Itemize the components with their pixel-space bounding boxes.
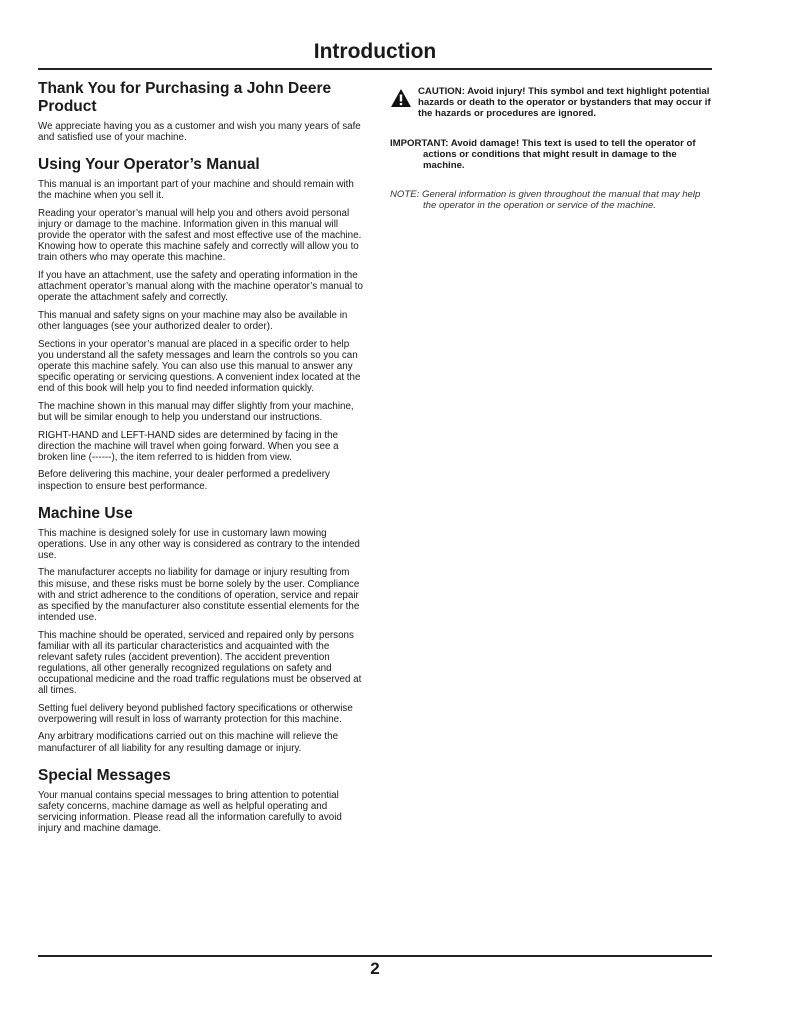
page-number: 2 (370, 959, 380, 978)
paragraph: This machine should be operated, serviced and repaired only by persons familiar with all its particular characteristics and acquainted with the relevant safety rules (accident prevention). The accident prevention regulations, all other generally recognized regulations on safety and occupational medicine and the road traffic regulations must be observed at all times. (38, 629, 362, 696)
paragraph: Sections in your operator’s manual are placed in a specific order to help you understand all the safety messages and learn the controls so you can operate this machine safely. You can also use this manual to answer any specific operating or servicing questions. A convenient index located at the end of this book will help you to find needed information quickly. (38, 338, 361, 395)
paragraph: We appreciate having you as a customer and wish you many years of safe and satisfied use of your machine. (38, 121, 361, 144)
paragraph: RIGHT-HAND and LEFT-HAND sides are determined by facing in the direction the machine will travel when going forward. When you see a broken line (------), the item referred to is hidden from view. (38, 429, 339, 463)
section-heading: Machine Use (38, 504, 133, 522)
left-column (38, 80, 364, 847)
warning-triangle-icon (390, 88, 412, 108)
paragraph: The machine shown in this manual may differ slightly from your machine, but will be similar enough to help you understand our instructions. (38, 400, 354, 423)
paragraph: Any arbitrary modifications carried out on this machine will relieve the manufacturer of all liability for any resulting damage or injury. (38, 731, 339, 754)
paragraph: Before delivering this machine, your dealer performed a predelivery inspection to ensure best performance. (38, 469, 330, 492)
section-heading: Special Messages (38, 766, 171, 784)
section-special-messages (38, 767, 364, 834)
paragraph: If you have an attachment, use the safety and operating information in the attachment operator’s manual along with the machine operator’s manual to operate the attachment safely and correctly. (38, 270, 363, 304)
header-rule (38, 68, 712, 70)
paragraph: Your manual contains special messages to bring attention to potential safety concerns, machine damage as well as helpful operating and servicing information. Please read all the information carefully to avoid injury and machine damage. (38, 789, 342, 834)
caution-text: CAUTION: Avoid injury! This symbol and text highlight potential hazards or death to the operator or bystanders that may occur if the hazards or procedures are ignored. (418, 86, 711, 120)
section-operators-manual (38, 156, 364, 491)
footer-rule (38, 955, 712, 957)
important-message (390, 138, 714, 172)
section-heading: Using Your Operator’s Manual (38, 156, 260, 174)
paragraph: Setting fuel delivery beyond published factory specifications or otherwise overpowering will result in loss of warranty protection for this machine. (38, 702, 353, 725)
paragraph: This machine is designed solely for use in customary lawn mowing operations. Use in any other way is considered as contrary to the intended use. (38, 527, 360, 561)
caution-message (390, 86, 714, 120)
right-column (390, 86, 714, 212)
important-text: IMPORTANT: Avoid damage! This text is used to tell the operator of actions or conditions that might result in damage to the machine. (390, 137, 696, 172)
page-title: Introduction (313, 40, 437, 63)
note-message: NOTE: General information is given throughout the manual that may help the operator in the operation or service of the machine. (390, 189, 701, 212)
paragraph: This manual and safety signs on your machine may also be available in other languages (see your authorized dealer to order). (38, 309, 348, 332)
paragraph: Reading your operator’s manual will help you and others avoid personal injury or damage to the machine. Information given in this manual will provide the operator with the safest and most effective use of the machine. Knowing how to operate this machine safely and correctly will allow you to train others who may operate this machine. (38, 207, 362, 264)
paragraph: This manual is an important part of your machine and should remain with the machine when you sell it. (38, 179, 354, 202)
paragraph: The manufacturer accepts no liability for damage or injury resulting from this misuse, and these risks must be borne solely by the user. Compliance with and strict adherence to the conditions of operation, service and repair as specified by the manufacturer also constitute essential elements for the intended use. (38, 567, 360, 623)
section-thank-you (38, 80, 364, 143)
section-heading: Thank You for Purchasing a John Deere Product (38, 80, 332, 115)
section-machine-use (38, 505, 364, 754)
